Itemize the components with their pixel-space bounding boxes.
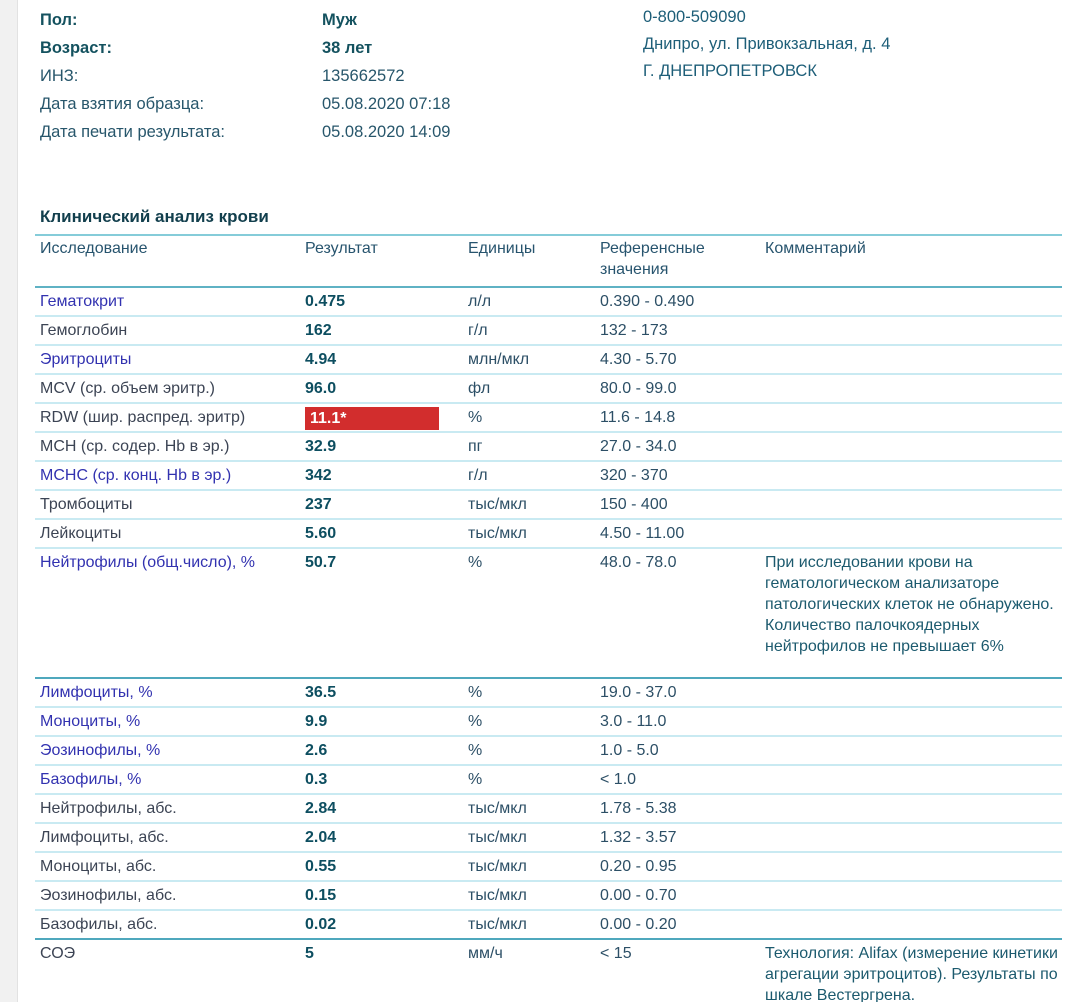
column-header-reference: Референсные значения xyxy=(600,240,705,278)
test-units: тыс/мкл xyxy=(468,916,527,933)
table-row xyxy=(35,766,1062,795)
test-result: 0.475 xyxy=(305,293,346,310)
test-result: 2.04 xyxy=(305,829,337,846)
patient-field-value: 05.08.2020 07:18 xyxy=(322,95,451,113)
test-result: 50.7 xyxy=(305,554,337,571)
table-row xyxy=(35,288,1062,317)
column-header-name: Исследование xyxy=(40,240,148,257)
test-reference-range: 27.0 - 34.0 xyxy=(600,438,677,455)
test-name[interactable]: Гематокрит xyxy=(40,293,125,310)
lab-address: Днипро, ул. Привокзальная, д. 4 xyxy=(643,35,891,53)
table-row xyxy=(35,737,1062,766)
test-reference-range: 0.20 - 0.95 xyxy=(600,858,677,875)
test-reference-range: < 1.0 xyxy=(600,771,637,788)
test-reference-range: 0.00 - 0.20 xyxy=(600,916,677,933)
test-reference-range: 19.0 - 37.0 xyxy=(600,684,677,701)
test-units: % xyxy=(468,409,483,426)
test-reference-range: 48.0 - 78.0 xyxy=(600,554,677,571)
table-row xyxy=(35,679,1062,708)
test-units: тыс/мкл xyxy=(468,525,527,542)
test-reference-range: 320 - 370 xyxy=(600,467,668,484)
test-name: MCV (ср. объем эритр.) xyxy=(40,380,215,397)
column-header-result: Результат xyxy=(305,240,378,257)
test-units: % xyxy=(468,684,483,701)
column-header-units: Единицы xyxy=(468,240,536,257)
test-units: млн/мкл xyxy=(468,351,530,368)
test-reference-range: 1.78 - 5.38 xyxy=(600,800,677,817)
test-result: 9.9 xyxy=(305,713,328,730)
table-row xyxy=(35,433,1062,462)
table-row xyxy=(35,795,1062,824)
patient-field-label: Дата взятия образца: xyxy=(40,95,205,113)
results-tbody xyxy=(35,288,1062,1002)
test-result: 0.3 xyxy=(305,771,328,788)
test-name[interactable]: Эозинофилы, % xyxy=(40,742,161,759)
test-units: пг xyxy=(468,438,483,455)
patient-field-value: 05.08.2020 14:09 xyxy=(322,123,451,141)
test-units: % xyxy=(468,554,483,571)
test-units: л/л xyxy=(468,293,492,310)
test-name[interactable]: Нейтрофилы (общ.число), % xyxy=(40,554,256,571)
test-reference-range: 150 - 400 xyxy=(600,496,668,513)
test-name: MCH (ср. содер. Hb в эр.) xyxy=(40,438,230,455)
test-units: г/л xyxy=(468,467,488,484)
test-name: Базофилы, абс. xyxy=(40,916,158,933)
test-result: 4.94 xyxy=(305,351,337,368)
test-comment: Технология: Alifax (измерение кинетики агрегации эритроцитов). Результаты по шкале Вестергрена. xyxy=(765,945,1058,1002)
test-result: 162 xyxy=(305,322,332,339)
patient-field-row xyxy=(40,62,600,90)
test-units: г/л xyxy=(468,322,488,339)
test-name: Лейкоциты xyxy=(40,525,122,542)
test-reference-range: 132 - 173 xyxy=(600,322,668,339)
table-row xyxy=(35,375,1062,404)
table-row xyxy=(35,708,1062,737)
patient-field-row xyxy=(40,118,600,146)
patient-field-value: 38 лет xyxy=(322,39,373,57)
test-name: Лимфоциты, абс. xyxy=(40,829,169,846)
test-units: тыс/мкл xyxy=(468,887,527,904)
test-units: тыс/мкл xyxy=(468,829,527,846)
table-row xyxy=(35,491,1062,520)
table-row xyxy=(35,317,1062,346)
table-row xyxy=(35,346,1062,375)
table-row xyxy=(35,940,1062,1002)
test-result: 32.9 xyxy=(305,438,337,455)
test-name: Нейтрофилы, абс. xyxy=(40,800,177,817)
test-units: тыс/мкл xyxy=(468,496,527,513)
test-reference-range: 11.6 - 14.8 xyxy=(600,409,676,426)
lab-phone: 0-800-509090 xyxy=(643,8,746,26)
test-reference-range: < 15 xyxy=(600,945,632,962)
test-name[interactable]: Лимфоциты, % xyxy=(40,684,153,701)
test-name[interactable]: Моноциты, % xyxy=(40,713,141,730)
test-name: Моноциты, абс. xyxy=(40,858,157,875)
lab-city: Г. ДНЕПРОПЕТРОВСК xyxy=(643,62,817,80)
patient-field-label: Возраст: xyxy=(40,39,112,57)
test-name[interactable]: MCHC (ср. конц. Hb в эр.) xyxy=(40,467,232,484)
column-header-comment: Комментарий xyxy=(765,240,866,257)
test-result: 2.84 xyxy=(305,800,337,817)
test-result: 11.1* xyxy=(305,407,468,430)
test-name: Эозинофилы, абс. xyxy=(40,887,177,904)
test-units: тыс/мкл xyxy=(468,858,527,875)
results-table xyxy=(35,234,1062,1002)
patient-field-row xyxy=(40,90,600,118)
patient-field-row xyxy=(40,34,600,62)
patient-field-label: Дата печати результата: xyxy=(40,123,225,141)
test-name: Гемоглобин xyxy=(40,322,128,339)
test-result: 342 xyxy=(305,467,332,484)
patient-field-row xyxy=(40,6,600,34)
test-result: 237 xyxy=(305,496,332,513)
test-name: RDW (шир. распред. эритр) xyxy=(40,409,246,426)
test-name[interactable]: Базофилы, % xyxy=(40,771,142,788)
lab-contact-block xyxy=(643,4,1063,85)
test-result: 0.55 xyxy=(305,858,337,875)
table-row xyxy=(35,882,1062,911)
test-reference-range: 4.30 - 5.70 xyxy=(600,351,677,368)
test-reference-range: 4.50 - 11.00 xyxy=(600,525,685,542)
test-result: 5 xyxy=(305,945,314,962)
table-row xyxy=(35,549,1062,679)
test-result: 96.0 xyxy=(305,380,337,397)
test-result: 5.60 xyxy=(305,525,337,542)
patient-field-value: 135662572 xyxy=(322,67,405,85)
test-reference-range: 80.0 - 99.0 xyxy=(600,380,677,397)
test-name: Тромбоциты xyxy=(40,496,133,513)
test-comment: При исследовании крови на гематологическом анализаторе патологических клеток не обнаружено. Количество палочкоядерных нейтрофилов не превышает 6% xyxy=(765,554,1054,655)
test-result: 0.02 xyxy=(305,916,337,933)
table-row xyxy=(35,404,1062,433)
patient-field-label: ИНЗ: xyxy=(40,67,79,85)
test-units: % xyxy=(468,771,483,788)
patient-field-label: Пол: xyxy=(40,11,78,29)
test-name: СОЭ xyxy=(40,945,76,962)
test-units: тыс/мкл xyxy=(468,800,527,817)
table-row xyxy=(35,824,1062,853)
page-edge-strip xyxy=(0,0,18,1002)
table-row xyxy=(35,462,1062,491)
test-units: мм/ч xyxy=(468,945,503,962)
test-units: % xyxy=(468,713,483,730)
test-reference-range: 1.0 - 5.0 xyxy=(600,742,659,759)
table-row xyxy=(35,911,1062,940)
table-row xyxy=(35,853,1062,882)
results-table-header xyxy=(35,234,1062,288)
test-reference-range: 0.00 - 0.70 xyxy=(600,887,677,904)
patient-field-value: Муж xyxy=(322,11,357,29)
table-row xyxy=(35,520,1062,549)
test-units: % xyxy=(468,742,483,759)
test-result: 0.15 xyxy=(305,887,337,904)
test-reference-range: 0.390 - 0.490 xyxy=(600,293,695,310)
section-title: Клинический анализ крови xyxy=(35,207,1062,236)
test-result: 2.6 xyxy=(305,742,328,759)
test-reference-range: 3.0 - 11.0 xyxy=(600,713,667,730)
test-units: фл xyxy=(468,380,491,397)
test-result: 36.5 xyxy=(305,684,337,701)
test-name[interactable]: Эритроциты xyxy=(40,351,132,368)
patient-info xyxy=(40,6,600,146)
test-reference-range: 1.32 - 3.57 xyxy=(600,829,677,846)
